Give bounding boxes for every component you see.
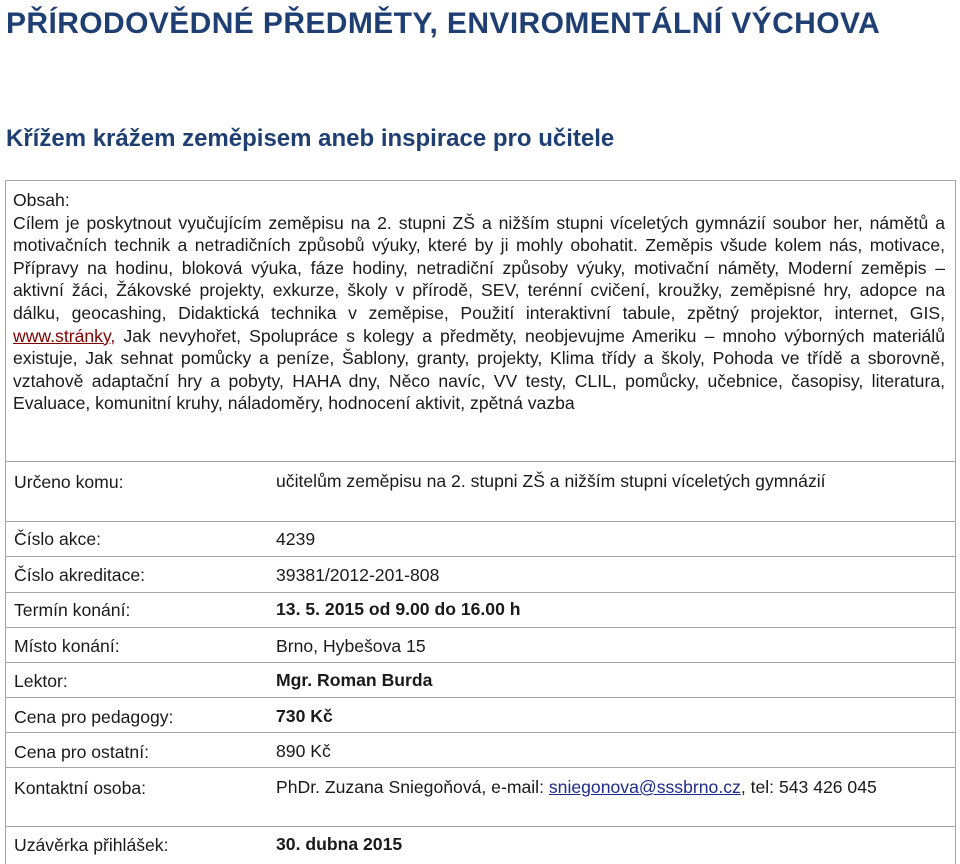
lecturer-value: Mgr. Roman Burda xyxy=(276,670,433,690)
row-divider xyxy=(5,521,956,522)
contact-email-link[interactable]: sniegonova@sssbrno.cz xyxy=(548,777,741,797)
course-title: Křížem krážem zeměpisem aneb inspirace pro učitele xyxy=(6,125,615,152)
accreditation-label: Číslo akreditace: xyxy=(14,565,146,585)
contact-value xyxy=(276,775,936,799)
place-value: Brno, Hybešova 15 xyxy=(276,636,426,656)
deadline-value: 30. dubna 2015 xyxy=(276,834,403,854)
date-value: 13. 5. 2015 od 9.00 do 16.00 h xyxy=(276,599,521,619)
web-link[interactable]: www.stránky, xyxy=(13,325,116,346)
contact-phone: , tel: 543 426 045 xyxy=(740,777,877,797)
lecturer-label: Lektor: xyxy=(14,671,68,691)
row-divider xyxy=(5,732,956,733)
price-others-value: 890 Kč xyxy=(276,741,331,761)
row-divider xyxy=(5,697,956,698)
page-title: PŘÍRODOVĚDNÉ PŘEDMĚTY, ENVIROMENTÁLNÍ VÝCHOVA xyxy=(6,7,881,40)
row-divider xyxy=(5,461,956,462)
contact-person: PhDr. Zuzana Sniegoňová, e-mail: xyxy=(276,777,544,797)
deadline-label: Uzávěrka přihlášek: xyxy=(14,835,169,855)
price-teachers-label: Cena pro pedagogy: xyxy=(14,707,174,727)
content-text-part-2: Jak nevyhořet, Spolupráce s kolegy a předměty, neobjevujme Ameriku – mnoho výborných materiálů existuje, Jak sehnat pomůcky a peníze, Šablony, granty, projekty, Klima třídy a školy, Pohoda ve třídě a sborovně, vztahově adaptační hry a pobyty, HAHA dny, Něco navíc, VV testy, CLIL, pomůcky, učebnice, časopisy, literatura, Evaluace, komunitní kruhy, náladoměry, hodnocení aktivit, zpětná vazba xyxy=(13,325,946,414)
content-text-part-1: Cílem je poskytnout vyučujícím zeměpisu na 2. stupni ZŠ a nižším stupni víceletých gymnázií soubor her, námětů a motivačních technik a netradičních způsobů výuky, které by ji mohly obohatit. Zeměpis všude kolem nás, motivace, Přípravy na hodinu, bloková výuka, fáze hodiny, netradiční způsoby výuky, motivační náměty, Moderní zeměpis – aktivní žáci, Žákovské projekty, exkurze, školy v přírodě, SEV, terénní cvičení, kroužky, zeměpisné hry, adopce na dálku, geocashing, Didaktická technika v zeměpise, Použití interaktivní tabule, zpětný projektor, internet, GIS, xyxy=(13,212,945,323)
row-divider xyxy=(5,662,956,663)
audience-label: Určeno komu: xyxy=(14,472,124,492)
content-label: Obsah: xyxy=(13,190,70,210)
row-divider xyxy=(5,767,956,768)
date-label: Termín konání: xyxy=(14,600,131,620)
accreditation-value: 39381/2012-201-808 xyxy=(276,565,440,585)
place-label: Místo konání: xyxy=(14,636,120,656)
content-section xyxy=(13,189,945,415)
row-divider xyxy=(5,826,956,827)
event-number-value: 4239 xyxy=(276,529,316,549)
content-text xyxy=(13,212,945,415)
row-divider xyxy=(5,592,956,593)
price-teachers-value: 730 Kč xyxy=(276,706,333,726)
event-number-label: Číslo akce: xyxy=(14,529,102,549)
contact-label: Kontaktní osoba: xyxy=(14,778,147,798)
price-others-label: Cena pro ostatní: xyxy=(14,742,149,762)
row-divider xyxy=(5,627,956,628)
audience-value: učitelům zeměpisu na 2. stupni ZŠ a nižším stupni víceletých gymnázií xyxy=(276,471,826,491)
row-divider xyxy=(5,556,956,557)
